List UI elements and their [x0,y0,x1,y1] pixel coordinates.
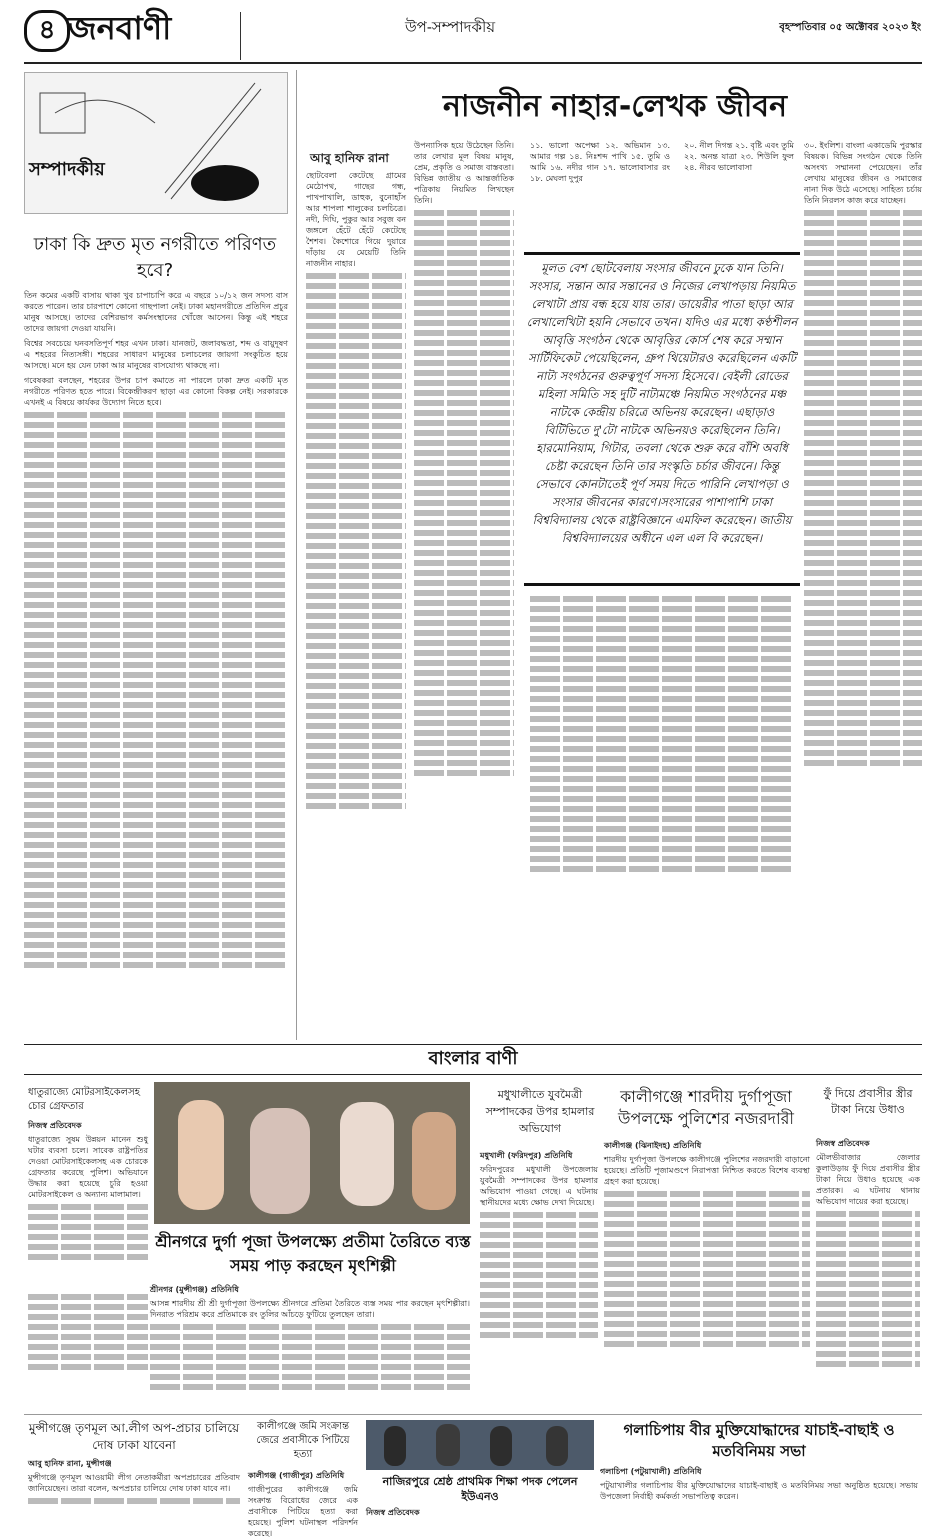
news-body: মুন্সীগঞ্জে তৃণমূল আওয়ামী লীগ নেতাকর্মীরা অপপ্রচারের প্রতিবাদ জানিয়েছেন। তারা বলেন, অপপ্রচার চালিয়ে দোষ ঢাকা যাবে না। [28,1472,240,1522]
news-body: আসন্ন শারদীয় শ্রী শ্রী দুর্গাপূজা উপলক্ষ্যে শ্রীনগরে প্রতিমা তৈরিতে ব্যস্ত সময় পার করছেন মৃৎশিল্পীরা। দিনরাত পরিশ্রম করে প্রতিমাকে রং তুলির আঁচড়ে ফুটিয়ে তুলছেন তারা। [150,1298,470,1410]
news-byline: শ্রীনগর (মুন্সীগঞ্জ) প্রতিনিধি [150,1285,239,1294]
news-title: ফুঁ দিয়ে প্রবাসীর স্ত্রীর টাকা নিয়ে উধাও [823,1087,913,1116]
news-byline: কালীগঞ্জ (ঝিনাইদহ) প্রতিনিধি [604,1141,702,1150]
news-body: পটুয়াখালীর গলাচিপায় বীর মুক্তিযোদ্ধাদের যাচাই-বাছাই ও মতবিনিময় সভা অনুষ্ঠিত হয়েছে। সভায় উপজেলা নির্বাহী কর্মকর্তা সভাপতিত্ব করেন। [600,1481,918,1501]
news-byline: নিজস্ব প্রতিবেদক [366,1508,420,1517]
editorial-paragraph: তিন কমের একটি বাসায় থাকা খুব চাপাচাপি করে এ বছরে ১০/১২ জন সদস্য বাস করতে পারেন। তার চারপাশে কোনো গাছপালা নেই। ঢাকা মহানগরীতে প্রতিদিন প্রচুর মানুষ আসছে। তাদের বেশিরভাগ কর্মসংস্থানের খোঁজে আসেন। কিন্তু এই শহরে তাদের জায়গা দেওয়া যায়নি। [24,291,288,333]
news-body: শারদীয় দুর্গাপূজা উপলক্ষে কালীগঞ্জে পুলিশের নজরদারী বাড়ানো হয়েছে। প্রতিটি পূজামণ্ডপে নিরাপত্তা নিশ্চিত করতে বিশেষ ব্যবস্থা গ্রহণ করা হয়েছে। [604,1154,810,1414]
header-rule [24,62,922,64]
news-title: কালীগঞ্জে জমি সংক্রান্ত জেরে প্রবাসীকে পিটিয়ে হত্যা [256,1421,350,1460]
pen-ink-icon [25,73,287,213]
editorial-paragraph: গবেষকরা বলছেন, শহরের উপর চাপ কমাতে না পারলে ঢাকা দ্রুত একটি মৃত নগরীতে পরিণত হতে পারে। বিকেন্দ্রীকরণ ছাড়া এর কোনো বিকল্প নেই। সরকারকে এখনই এ বিষয়ে কার্যকর উদ্যোগ নিতে হবে। [24,376,288,407]
editorial-illustration [24,72,288,214]
editorial-body [24,290,288,1035]
news-title: কালীগঞ্জে শারদীয় দুর্গাপূজা উপলক্ষে পুলিশের নজরদারী [618,1087,794,1128]
editorial-label: সম্পাদকীয় [29,159,105,180]
page-number-badge: ৪ [24,10,70,52]
news-byline: মধুখালী (ফরিদপুর) প্রতিনিধি [480,1151,573,1160]
section-banner: বাংলার বাণী [428,1048,518,1069]
section-label: উপ-সম্পাদকীয় [405,18,496,36]
pull-quote: মূলত বেশ ছোটবেলায় সংসার জীবনে ঢুকে যান তিনি। সংসার, সন্তান আর সন্তানের ও নিজের লেখাপড়ায় নিয়মিত লেখাটা প্রায় বন্ধ হয়ে যায় তার। ডায়েরীর পাতা ছাড়া আর লেখালেখিটা হয়নি সেভাবে তখন। যদিও এর মধ্যে কণ্ঠশীলন আবৃত্তি সংগঠন থেকে আবৃত্তির কোর্স শেষ করে সম্মান সার্টিফিকেট পেয়েছিলেন, গ্রুপ থিয়েটারও করেছিলেন একটি নাট্য সংগঠনের গুরুত্বপূর্ণ সদস্য হিসেবে। বেইলী রোডের মহিলা সমিতি সহ দুটি নাট্যমঞ্চে নিয়মিত সংগঠনের মঞ্চ নাটকে কেন্দ্রীয় চরিত্রে অভিনয় করেছেন। এছাড়াও বিটিভিতে দু'টো নাটকে অভিনয়ও করেছিলেন তিনি। হারমোনিয়াম, গিটার, তবলা থেকে শুরু করে বাঁশি অবধি চেষ্টা করেছেন তিনি তার সংস্কৃতি চর্চার জীবনে। কিন্তু সেভাবে কোনটাতেই পূর্ণ সময় দিতে পারিনি লেখাপড়া ও সংসার জীবনের কারণে।সংসারের পাশাপাশি ঢাকা বিশ্ববিদ্যালয় থেকে রাষ্ট্রবিজ্ঞানে এমফিল করেছেন। জাতীয় বিশ্ববিদ্যালয়ের অধীনে এল এল বি করেছেন। [524,252,800,586]
feature-column-c: ১১. ভালো অপেক্ষা ১২. অভিমান ১৩. আমার গল্প ১৪. নিঃশব্দ পাখি ১৫. তুমি ও আমি ১৬. নদীর গান ১৭. ভালোবাসার রং ১৮. মেঘলা দুপুর [530,141,670,183]
news-body: ফরিদপুরের মধুখালী উপজেলায় যুবমৈত্রী সম্পাদকের উপর হামলার অভিযোগ পাওয়া গেছে। এ ঘটনায় স্থানীয়দের মধ্যে ক্ষোভ দেখা দিয়েছে। [480,1164,598,1404]
feature-title: নাজনীন নাহার-লেখক জীবন [443,89,787,124]
award-photo [366,1420,594,1470]
news-body: মৌলভীবাজার জেলার কুলাউড়ায় ফুঁ দিয়ে প্রবাসীর স্ত্রীর টাকা নিয়ে উধাও হয়েছে এক প্রতারক। এ ঘটনায় থানায় অভিযোগ দায়ের করা হয়েছে। [816,1152,920,1422]
feature-column-b: উপন্যাসিক হয়ে উঠেছেন তিনি। তার লেখার মূল বিষয় মানুষ, প্রেম, প্রকৃতি ও সমাজ বাস্তবতা। বিভিন্ন জাতীয় ও আন্তর্জাতিক পত্রিকায় নিয়মিত লিখছেন তিনি। [414,140,514,1030]
feature-author: আবু হানিফ রানা [310,151,389,165]
news-byline: কালীগঞ্জ (গাজীপুর) প্রতিনিধি [248,1471,345,1480]
news-byline: নিজস্ব প্রতিবেদক [816,1139,870,1148]
feature-column-d: ২০. নীল দিগন্ত ২১. বৃষ্টি এবং তুমি ২২. অনন্ত যাত্রা ২৩. শিউলি ফুল ২৪. নীরব ভালোবাসা [684,141,794,172]
feature-column-a: ছোটবেলা কেটেছে গ্রামের মেঠোপথ, গাছের গন্ধ, পাখপাখালি, ডাহুক, বুনোহাঁস আর শাপলা শালুকের চলচিত্রে। নদী, দিঘি, পুকুর আর সবুজ বন জঙ্গলে হেঁটে হেঁটে কেটেছে শৈশব। কৈশোরে গিয়ে দুয়ারে দাঁড়ায় যে মেয়েটি তিনি নাজনীন নাহার। [306,170,406,1030]
news-title: গলাচিপায় বীর মুক্তিযোদ্ধাদের যাচাই-বাছাই ও মতবিনিময় সভা [623,1421,895,1460]
news-byline: আবু হানিফ রানা, মুন্সীগঞ্জ [28,1459,112,1468]
feature-list-lower [530,592,794,1032]
news-byline: গলাচিপা (পটুয়াখালী) প্রতিনিধি [600,1467,702,1476]
news-title: শ্রীনগরে দুর্গা পূজা উপলক্ষ্যে প্রতীমা তৈরিতে ব্যস্ত সময় পাড় করছেন মৃৎশিল্পী [155,1232,471,1275]
editorial-title: ঢাকা কি দ্রুত মৃত নগরীতে পরিণত হবে? [33,234,277,281]
news-title: ধাতুরাজ্যে মোটরসাইকেলসহ চোর গ্রেফতার [28,1087,140,1112]
feature-column-e: ৩০. ইংলিশ। বাংলা একাডেমি পুরস্কার বিষয়ক। বিভিন্ন সংগঠন থেকে তিনি অসংখ্য সম্মাননা পেয়েছেন। তাঁর লেখায় মানুষের জীবন ও সমাজের নানা দিক উঠে এসেছে। সাহিত্য চর্চায় তিনি নিরলস কাজ করে যাচ্ছেন। [804,140,922,1030]
idol-photo [154,1082,470,1224]
news-title: মধুখালীতে যুবমৈত্রী সম্পাদকের উপর হামলার অভিযোগ [485,1088,595,1135]
issue-date: বৃহস্পতিবার ০৫ অক্টোবর ২০২৩ ইং [779,22,921,33]
news-body: গাজীপুরের কালীগঞ্জে জমি সংক্রান্ত বিরোধের জেরে এক প্রবাসীকে পিটিয়ে হত্যা করা হয়েছে। পুলিশ ঘটনাস্থল পরিদর্শন করেছে। [248,1485,358,1538]
logo: জনবাণী [68,9,172,47]
news-title: নাজিরপুরে শ্রেষ্ঠ প্রাথমিক শিক্ষা পদক পেলেন ইউএনও [382,1475,578,1503]
news-title: মুন্সীগঞ্জে তৃণমূল আ.লীগ অপ-প্রচার চালিয়ে দোষ ঢাকা যাবেনা [28,1421,240,1452]
editorial-paragraph: বিশ্বের সবচেয়ে ঘনবসতিপূর্ণ শহর এখন ঢাকা। যানজট, জলাবদ্ধতা, শব্দ ও বায়ুদূষণ এ শহরের নিত্যসঙ্গী। শহরের সাধারণ মানুষের চলাচলের জায়গা সংকুচিত হয়ে আসছে। মনে হয় যেন ঢাকা আর মানুষের বাসযোগ্য থাকছে না। [24,339,288,370]
news-body: ধাতুরাজ্যে সুষম উন্নয়ন মানেন শুধু ঘটার ব্যবসা চলে। সাবেক রাষ্ট্রপতির দেওয়া মোটরসাইকেলসহ এক চোরকে গ্রেফতার করেছে পুলিশ। অভিযানে উদ্ধার করা হয়েছে চুরি হওয়া মোটরসাইকেল ও অন্যান্য মালামাল। [28,1134,148,1284]
news-byline: নিজস্ব প্রতিবেদক [28,1121,82,1130]
